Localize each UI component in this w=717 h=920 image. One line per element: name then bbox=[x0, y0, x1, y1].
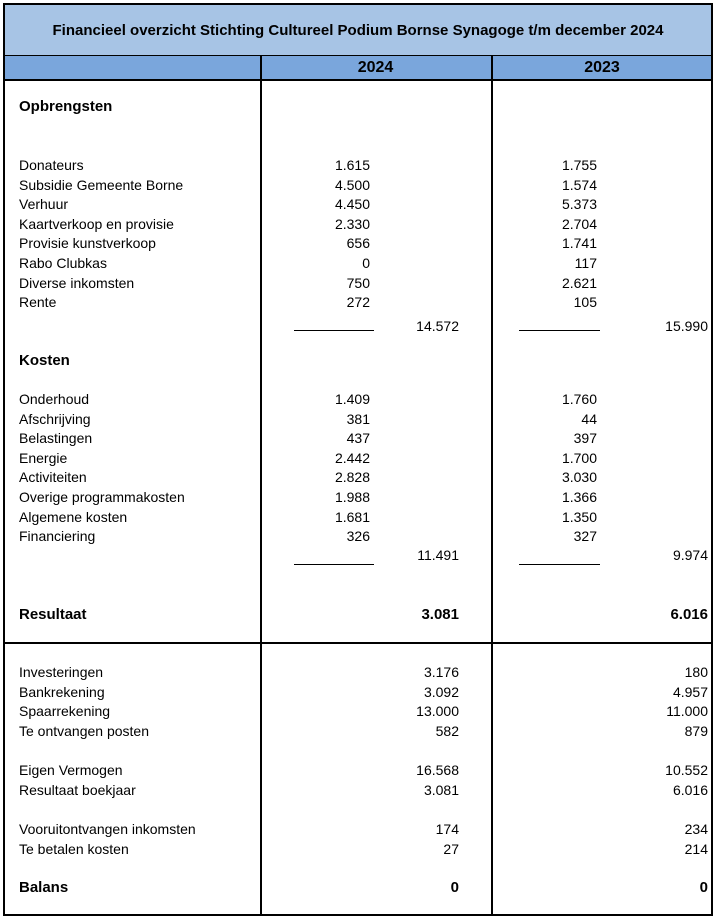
row-label: Kaartverkoop en provisie bbox=[19, 215, 174, 232]
statement-row bbox=[5, 390, 711, 410]
value-2023: 6.016 bbox=[672, 781, 708, 798]
statement-row bbox=[5, 508, 711, 528]
value-2024: 750 bbox=[346, 274, 370, 291]
statement-row bbox=[5, 176, 711, 196]
row-label: Diverse inkomsten bbox=[19, 274, 135, 291]
statement-row bbox=[5, 722, 711, 742]
value-2024: 3.081 bbox=[423, 781, 459, 798]
value-2023: 117 bbox=[574, 255, 597, 271]
statement-row bbox=[5, 293, 711, 313]
revenue-heading: Opbrengsten bbox=[19, 98, 113, 115]
row-label: Balans bbox=[19, 879, 69, 896]
value-2023: 2.621 bbox=[561, 274, 597, 291]
statement-row bbox=[5, 195, 711, 215]
value-2023: 879 bbox=[684, 722, 708, 739]
value-2023: 9.974 bbox=[672, 547, 708, 563]
value-2023: 11.000 bbox=[666, 703, 708, 720]
row-label: Financiering bbox=[19, 528, 96, 545]
row-label: Provisie kunstverkoop bbox=[19, 235, 156, 252]
value-2023: 3.030 bbox=[561, 469, 597, 486]
value-2024: 27 bbox=[443, 840, 459, 857]
year-2023-header: 2023 bbox=[584, 58, 620, 76]
value-2024: 11.491 bbox=[417, 547, 459, 563]
statement-row bbox=[5, 702, 711, 722]
value-2024: 1.681 bbox=[334, 508, 370, 525]
value-2023: 1.700 bbox=[561, 449, 597, 466]
value-2023: 0 bbox=[699, 879, 708, 896]
row-label: Te betalen kosten bbox=[19, 840, 129, 857]
statement-row bbox=[5, 254, 711, 274]
row-label: Te ontvangen posten bbox=[19, 722, 149, 739]
value-2024: 381 bbox=[346, 410, 370, 427]
value-2023: 180 bbox=[684, 664, 708, 680]
value-2024: 16.568 bbox=[416, 762, 459, 778]
statement-row bbox=[5, 274, 711, 294]
statement-row bbox=[5, 488, 711, 508]
statement-row bbox=[5, 546, 711, 566]
row-label: Rente bbox=[19, 294, 57, 311]
value-2023: 44 bbox=[581, 410, 597, 427]
statement-row bbox=[5, 429, 711, 449]
statement-row bbox=[5, 234, 711, 254]
value-2024: 2.828 bbox=[334, 469, 370, 486]
value-2024: 1.615 bbox=[334, 157, 370, 173]
row-label: Subsidie Gemeente Borne bbox=[19, 176, 184, 193]
row-label: Belastingen bbox=[19, 430, 93, 447]
statement-row bbox=[5, 663, 711, 683]
row-label: Resultaat bbox=[19, 606, 87, 623]
value-2024: 13.000 bbox=[416, 703, 459, 720]
value-2023: 6.016 bbox=[670, 606, 708, 623]
value-2023: 1.760 bbox=[561, 391, 597, 407]
statement-row bbox=[5, 820, 711, 840]
value-2023: 327 bbox=[573, 528, 597, 545]
value-2024: 656 bbox=[346, 235, 370, 252]
value-2024: 0 bbox=[362, 255, 370, 271]
row-label: Vooruitontvangen inkomsten bbox=[19, 821, 196, 837]
value-2024: 3.092 bbox=[423, 683, 459, 700]
value-2023: 10.552 bbox=[665, 762, 708, 778]
financial-sheet bbox=[3, 3, 713, 916]
row-label: Energie bbox=[19, 449, 68, 466]
value-2023: 1.741 bbox=[561, 235, 597, 252]
value-2024: 174 bbox=[435, 821, 459, 837]
statement-row bbox=[5, 215, 711, 235]
statement-row bbox=[5, 156, 711, 176]
costs-heading: Kosten bbox=[19, 352, 70, 369]
value-2023: 5.373 bbox=[561, 196, 597, 213]
value-2023: 15.990 bbox=[665, 318, 708, 334]
value-2023: 1.574 bbox=[561, 176, 597, 193]
year-2024-header: 2024 bbox=[357, 58, 394, 76]
value-2023: 1.366 bbox=[561, 489, 597, 505]
row-label: Investeringen bbox=[19, 664, 104, 680]
year-header bbox=[5, 56, 711, 81]
value-2024: 1.988 bbox=[334, 489, 370, 505]
value-2023: 105 bbox=[573, 294, 597, 311]
value-2024: 0 bbox=[450, 879, 459, 896]
value-2023: 1.755 bbox=[561, 157, 597, 173]
statement-row bbox=[5, 605, 711, 625]
statement-row bbox=[5, 410, 711, 430]
costs-heading-row bbox=[5, 351, 711, 371]
row-label: Onderhoud bbox=[19, 391, 90, 407]
value-2024: 326 bbox=[346, 528, 370, 545]
row-label: Bankrekening bbox=[19, 683, 105, 700]
row-label: Afschrijving bbox=[19, 410, 91, 427]
row-label: Rabo Clubkas bbox=[19, 255, 107, 271]
revenue-heading-row bbox=[5, 97, 711, 117]
value-2024: 1.409 bbox=[334, 391, 370, 407]
value-2024: 3.176 bbox=[423, 664, 459, 680]
section-divider bbox=[5, 642, 711, 644]
value-2024: 2.442 bbox=[334, 449, 370, 466]
value-2024: 272 bbox=[346, 294, 370, 311]
row-label: Verhuur bbox=[19, 196, 69, 213]
statement-row bbox=[5, 449, 711, 469]
sheet-title: Financieel overzicht Stichting Cultureel Podium Bornse Synagoge t/m december 2024 bbox=[5, 5, 711, 56]
value-2024: 14.572 bbox=[416, 318, 459, 334]
statement-row bbox=[5, 683, 711, 703]
row-label: Eigen Vermogen bbox=[19, 762, 123, 778]
value-2024: 582 bbox=[435, 722, 459, 739]
value-2023: 397 bbox=[573, 430, 597, 447]
statement-row bbox=[5, 781, 711, 801]
value-2023: 1.350 bbox=[561, 508, 597, 525]
statement-row bbox=[5, 840, 711, 860]
value-2024: 3.081 bbox=[421, 606, 459, 623]
row-label: Donateurs bbox=[19, 157, 84, 173]
statement-row bbox=[5, 761, 711, 781]
value-2024: 2.330 bbox=[334, 215, 370, 232]
row-label: Algemene kosten bbox=[19, 508, 128, 525]
value-2023: 214 bbox=[684, 840, 708, 857]
statement-row bbox=[5, 468, 711, 488]
value-2024: 4.450 bbox=[334, 196, 370, 213]
value-2023: 2.704 bbox=[561, 215, 597, 232]
value-2024: 4.500 bbox=[334, 176, 370, 193]
statement-row bbox=[5, 527, 711, 547]
value-2024: 437 bbox=[346, 430, 370, 447]
row-label: Overige programmakosten bbox=[19, 489, 185, 505]
value-2023: 234 bbox=[684, 821, 708, 837]
row-label: Spaarrekening bbox=[19, 703, 111, 720]
value-2023: 4.957 bbox=[672, 683, 708, 700]
row-label: Resultaat boekjaar bbox=[19, 781, 136, 798]
row-label: Activiteiten bbox=[19, 469, 87, 486]
statement-row bbox=[5, 878, 711, 898]
statement-row bbox=[5, 317, 711, 337]
